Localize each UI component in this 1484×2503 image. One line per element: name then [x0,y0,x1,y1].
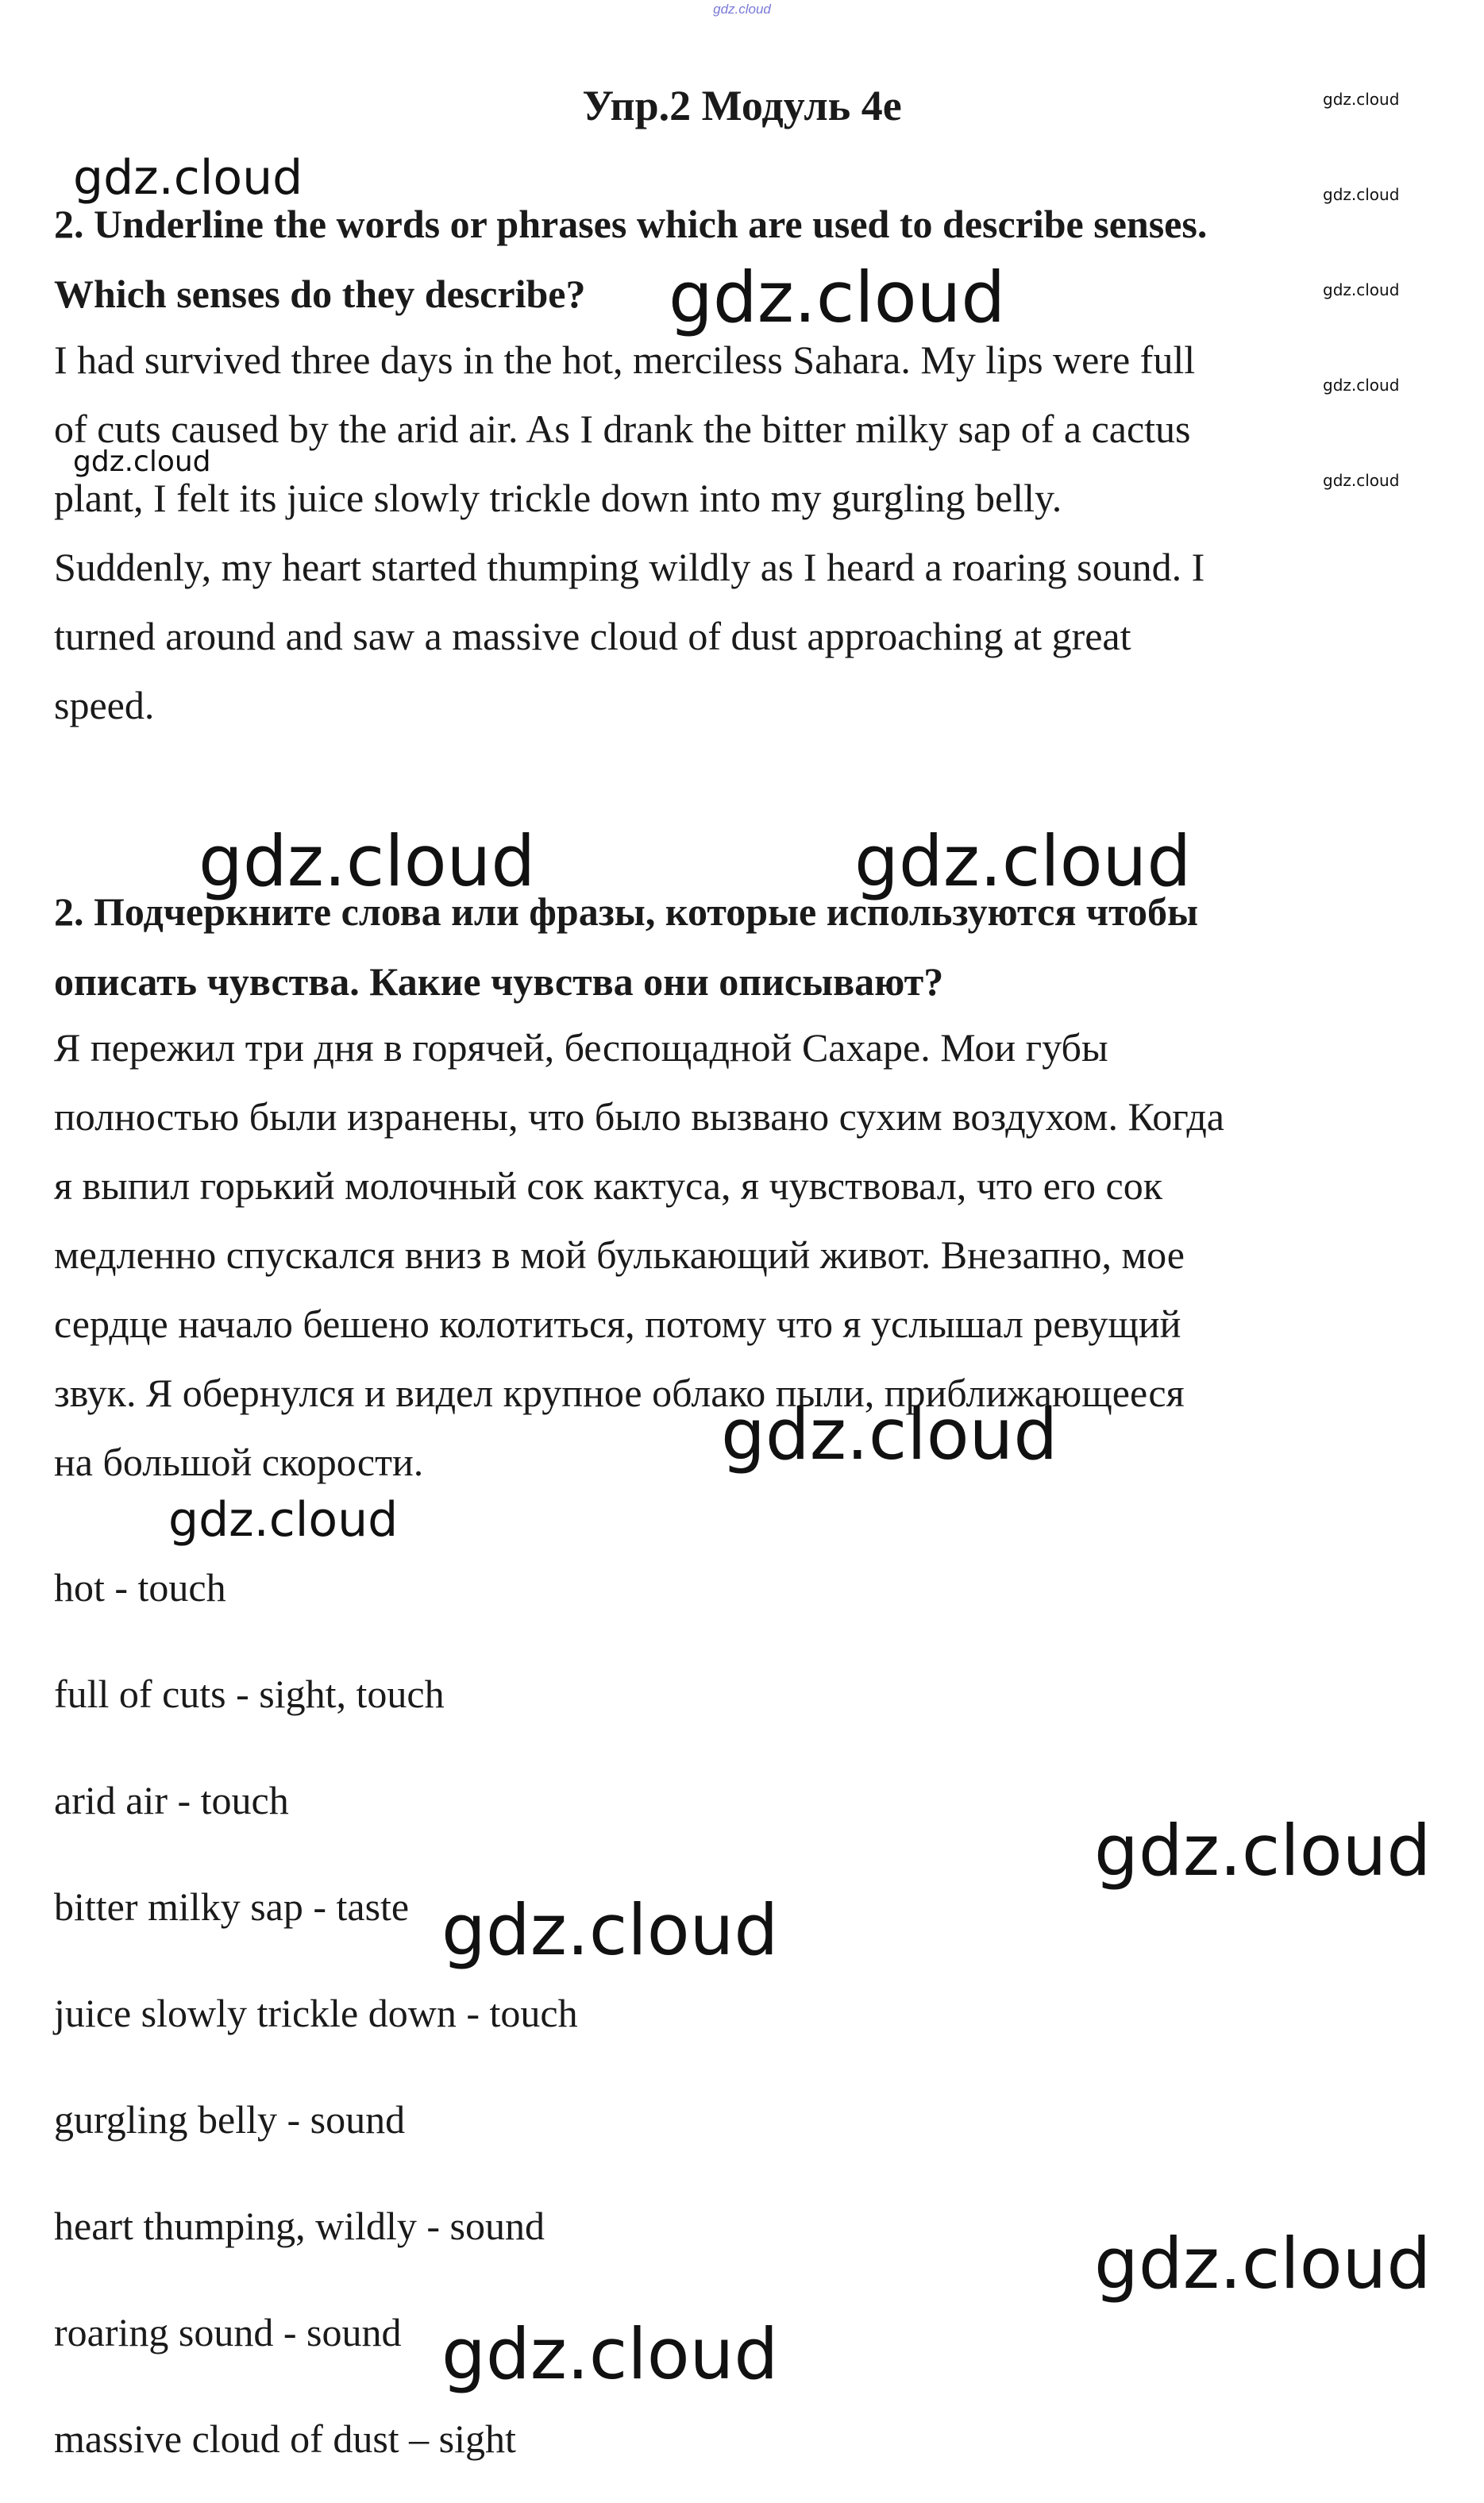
watermark: gdz.cloud [441,1889,779,1971]
russian-text-line: на большой скорости. [54,1440,424,1484]
watermark: gdz.cloud [1094,1810,1432,1892]
english-text-line: turned around and saw a massive cloud of dust approaching at great [54,614,1131,658]
answer-item: gurgling belly - sound [54,2097,406,2142]
watermark: gdz.cloud [168,1492,399,1548]
watermark: gdz.cloud [73,445,211,478]
watermark: gdz.cloud [441,2313,779,2395]
english-heading-line: 2. Underline the words or phrases which are used to describe senses. [54,202,1208,246]
answer-item: roaring sound - sound [54,2310,402,2355]
russian-text-line: сердце начало бешено колотиться, потому что я услышал ревущий [54,1302,1181,1346]
watermark: gdz.cloud [1323,185,1400,204]
russian-text-line: звук. Я обернулся и видел крупное облако пыли, приближающееся [54,1371,1185,1415]
answer-item: heart thumping, wildly - sound [54,2204,545,2248]
watermark: gdz.cloud [199,820,536,902]
answer-item: bitter milky sap - taste [54,1884,410,1929]
answer-item: arid air - touch [54,1778,289,1822]
top-watermark: gdz.cloud [713,2,771,17]
watermark: gdz.cloud [1094,2223,1432,2304]
english-text-line: speed. [54,683,155,727]
english-heading-line: Which senses do they describe? [54,272,586,316]
russian-heading-line: описать чувства. Какие чувства они описывают? [54,959,944,1004]
russian-heading-line: 2. Подчеркните слова или фразы, которые используются чтобы [54,889,1199,934]
watermark: gdz.cloud [669,256,1006,338]
watermark: gdz.cloud [721,1394,1058,1475]
answer-item: hot - touch [54,1565,226,1610]
answer-item: massive cloud of dust – sight [54,2416,516,2461]
english-text-line: plant, I felt its juice slowly trickle down into my gurgling belly. [54,476,1062,520]
watermark: gdz.cloud [854,820,1192,902]
english-text-line: of cuts caused by the arid air. As I drank the bitter milky sap of a cactus [54,407,1191,451]
answer-item: juice slowly trickle down - touch [54,1991,578,2035]
russian-text-line: полностью были изранены, что было вызвано сухим воздухом. Когда [54,1094,1224,1139]
english-text [54,326,1404,740]
answer-item: full of cuts - sight, touch [54,1672,445,1716]
english-text-line: I had survived three days in the hot, merciless Sahara. My lips were full [54,337,1196,382]
russian-text-line: медленно спускался вниз в мой булькающий живот. Внезапно, мое [54,1232,1185,1277]
russian-text-line: Я пережил три дня в горячей, беспощадной Сахаре. Мои губы [54,1025,1108,1070]
watermark: gdz.cloud [1323,376,1400,395]
watermark: gdz.cloud [73,150,303,206]
watermark: gdz.cloud [1323,90,1400,109]
english-text-line: Suddenly, my heart started thumping wildly as I heard a roaring sound. I [54,545,1205,589]
page-title: Упр.2 Модуль 4e [582,82,902,129]
watermark: gdz.cloud [1323,280,1400,299]
russian-text-line: я выпил горький молочный сок кактуса, я чувствовал, что его сок [54,1163,1163,1208]
watermark: gdz.cloud [1323,471,1400,490]
